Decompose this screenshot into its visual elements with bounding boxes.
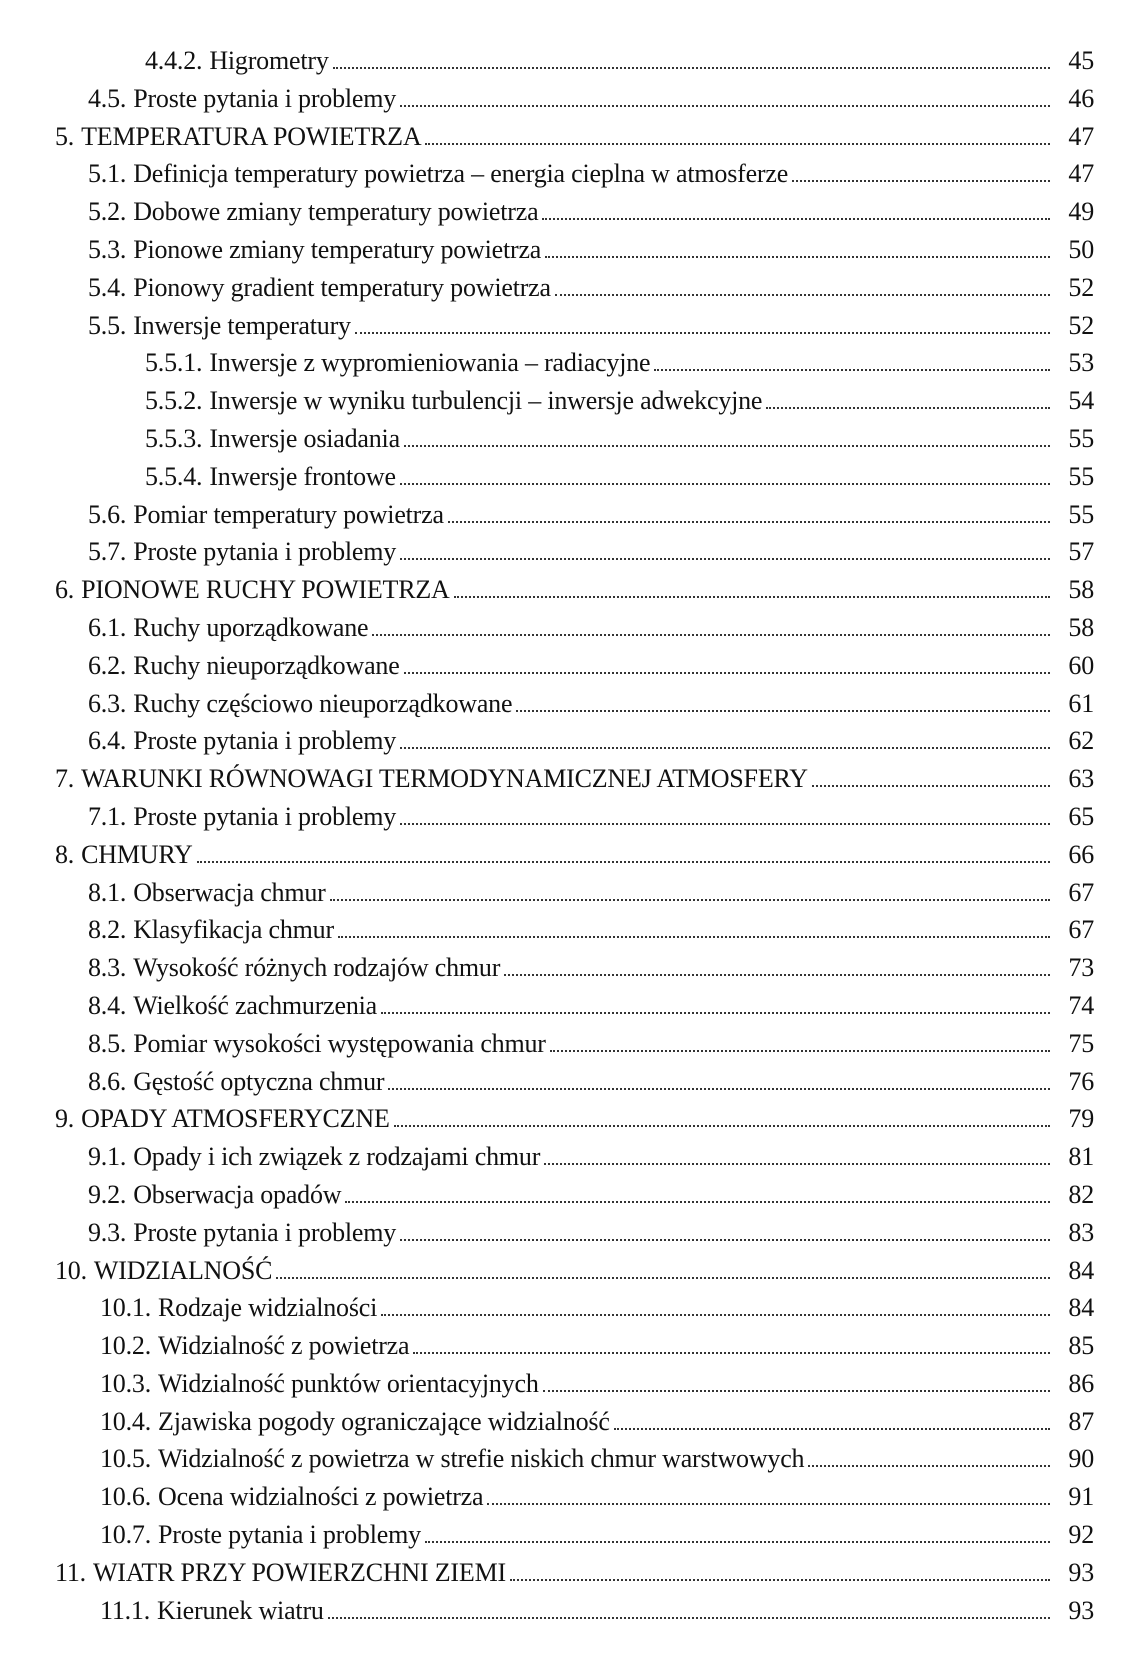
toc-entry-page-number: 73 (1068, 953, 1094, 983)
toc-entry-title: Inwersje frontowe (209, 461, 396, 491)
dot-leader (404, 672, 1050, 674)
toc-entry-number: 5.5. (88, 310, 127, 340)
toc-entry-title: Proste pytania i problemy (133, 537, 397, 567)
dot-leader (812, 785, 1050, 787)
toc-entry (0, 458, 1134, 496)
toc-entry-title: Klasyfikacja chmur (133, 915, 334, 945)
toc-entry-page-number: 55 (1068, 499, 1094, 529)
toc-entry (0, 722, 1134, 760)
toc-entry (0, 382, 1134, 420)
toc-entry-number: 6.2. (88, 650, 127, 680)
toc-entry-page-number: 46 (1068, 83, 1094, 113)
toc-entry-title: Wielkość zachmurzenia (133, 990, 377, 1020)
toc-entry-title: Rodzaje widzialności (158, 1293, 378, 1323)
toc-entry-title: CHMURY (81, 839, 193, 869)
toc-entry (0, 533, 1134, 571)
toc-entry-number: 8.2. (88, 915, 127, 945)
toc-entry-page-number: 90 (1068, 1444, 1094, 1474)
toc-entry-title: Zjawiska pogody ograniczające widzialność (158, 1406, 610, 1436)
toc-entry-title: Pionowy gradient temperatury powietrza (133, 272, 551, 302)
toc-entry-page-number: 67 (1068, 877, 1094, 907)
toc-entry (0, 118, 1134, 156)
toc-entry-title: Ocena widzialności z powietrza (158, 1482, 484, 1512)
toc-entry (0, 1063, 1134, 1101)
toc-entry-number: 8.1. (88, 877, 127, 907)
toc-entry-page-number: 67 (1068, 915, 1094, 945)
dot-leader (400, 105, 1050, 107)
dot-leader (542, 218, 1050, 220)
dot-leader (372, 634, 1050, 636)
toc-entry-title: Proste pytania i problemy (133, 801, 397, 831)
toc-entry-title: Definicja temperatury powietrza – energia cieplna w atmosferze (133, 159, 789, 189)
toc-entry-page-number: 62 (1068, 726, 1094, 756)
toc-entry-title: Widzialność z powietrza w strefie niskich chmur warstwowych (158, 1444, 805, 1474)
toc-entry-page-number: 79 (1068, 1104, 1094, 1134)
toc-entry-number: 5.3. (88, 234, 127, 264)
toc-entry-page-number: 93 (1068, 1595, 1094, 1625)
dot-leader (544, 1163, 1050, 1165)
toc-entry (0, 1440, 1134, 1478)
toc-entry (0, 193, 1134, 231)
dot-leader (543, 1390, 1050, 1392)
toc-entry-title: Ruchy nieuporządkowane (133, 650, 400, 680)
toc-entry-page-number: 63 (1068, 764, 1094, 794)
dot-leader (400, 747, 1050, 749)
toc-entry-page-number: 66 (1068, 839, 1094, 869)
toc-entry-number: 5.5.3. (145, 423, 203, 453)
toc-entry (0, 1138, 1134, 1176)
toc-entry (0, 1176, 1134, 1214)
dot-leader (345, 1201, 1050, 1203)
toc-entry (0, 1214, 1134, 1252)
toc-entry-title: Higrometry (209, 46, 329, 75)
dot-leader (197, 861, 1050, 863)
dot-leader (276, 1277, 1050, 1279)
toc-entry-page-number: 55 (1068, 461, 1094, 491)
toc-entry-number: 5.5.4. (145, 461, 203, 491)
toc-entry (0, 609, 1134, 647)
toc-entry-page-number: 91 (1068, 1482, 1094, 1512)
dot-leader (614, 1428, 1050, 1430)
toc-entry-title: Pionowe zmiany temperatury powietrza (133, 234, 542, 264)
toc-entry-number: 5.1. (88, 159, 127, 189)
toc-entry-page-number: 58 (1068, 575, 1094, 605)
toc-entry-number: 6.3. (88, 688, 127, 718)
dot-leader (404, 445, 1050, 447)
toc-entry-number: 5.7. (88, 537, 127, 567)
toc-entry-page-number: 60 (1068, 650, 1094, 680)
toc-entry (0, 836, 1134, 874)
toc-entry-title: WIDZIALNOŚĆ (93, 1255, 273, 1285)
dot-leader (338, 936, 1050, 938)
toc-entry-page-number: 84 (1068, 1255, 1094, 1285)
toc-entry (0, 1592, 1134, 1630)
toc-entry-number: 8.3. (88, 953, 127, 983)
toc-entry-number: 10.4. (100, 1406, 152, 1436)
toc-entry-title: Proste pytania i problemy (158, 1520, 421, 1550)
toc-entry-number: 5.5.2. (145, 386, 203, 416)
toc-entry-number: 8.4. (88, 990, 127, 1020)
toc-entry-number: 10.5. (100, 1444, 152, 1474)
toc-entry-page-number: 92 (1068, 1520, 1094, 1550)
toc-entry-number: 9.3. (88, 1217, 127, 1247)
toc-entry-number: 5.5.1. (145, 348, 203, 378)
toc-entry-page-number: 81 (1068, 1142, 1094, 1172)
table-of-contents (0, 42, 1134, 1629)
toc-entry-page-number: 53 (1068, 348, 1094, 378)
dot-leader (550, 1050, 1050, 1052)
toc-entry-title: WIATR PRZY POWIERZCHNI ZIEMI (92, 1557, 506, 1587)
toc-entry-title: Widzialność z powietrza (158, 1331, 410, 1361)
toc-entry-number: 8.5. (88, 1028, 127, 1058)
toc-entry-title: Inwersje z wypromieniowania – radiacyjne (209, 348, 651, 378)
toc-entry-title: Gęstość optyczna chmur (133, 1066, 385, 1096)
toc-entry (0, 1403, 1134, 1441)
toc-entry-page-number: 47 (1068, 121, 1094, 151)
dot-leader (516, 710, 1050, 712)
toc-entry-page-number: 50 (1068, 234, 1094, 264)
toc-entry (0, 1516, 1134, 1554)
toc-entry-page-number: 86 (1068, 1368, 1094, 1398)
toc-entry-page-number: 74 (1068, 990, 1094, 1020)
toc-entry-number: 10.6. (100, 1482, 152, 1512)
toc-entry-number: 10.7. (100, 1520, 152, 1550)
toc-entry-title: Kierunek wiatru (157, 1595, 324, 1625)
toc-entry-number: 5. (55, 121, 75, 151)
toc-entry (0, 80, 1134, 118)
toc-entry (0, 231, 1134, 269)
toc-entry-number: 7. (55, 764, 75, 794)
toc-entry (0, 155, 1134, 193)
toc-entry-title: Inwersje w wyniku turbulencji – inwersje adwekcyjne (209, 386, 763, 416)
dot-leader (792, 180, 1050, 182)
dot-leader (400, 483, 1050, 485)
toc-entry-number: 8.6. (88, 1066, 127, 1096)
toc-entry (0, 1100, 1134, 1138)
dot-leader (504, 974, 1050, 976)
toc-entry-page-number: 49 (1068, 197, 1094, 227)
toc-entry-page-number: 61 (1068, 688, 1094, 718)
toc-entry (0, 42, 1134, 80)
toc-entry-page-number: 58 (1068, 612, 1094, 642)
toc-entry (0, 1365, 1134, 1403)
toc-entry-title: Ruchy uporządkowane (133, 612, 369, 642)
toc-entry (0, 344, 1134, 382)
toc-entry-title: Pomiar wysokości występowania chmur (133, 1028, 546, 1058)
toc-entry-page-number: 54 (1068, 386, 1094, 416)
toc-entry (0, 420, 1134, 458)
dot-leader (381, 1314, 1050, 1316)
toc-entry-page-number: 83 (1068, 1217, 1094, 1247)
toc-entry-title: OPADY ATMOSFERYCZNE (81, 1104, 390, 1134)
dot-leader (400, 1239, 1050, 1241)
toc-entry-number: 5.4. (88, 272, 127, 302)
toc-entry-title: Obserwacja chmur (133, 877, 326, 907)
toc-entry (0, 685, 1134, 723)
toc-entry-number: 6.4. (88, 726, 127, 756)
toc-entry-page-number: 52 (1068, 272, 1094, 302)
toc-entry-title: Proste pytania i problemy (133, 1217, 397, 1247)
dot-leader (545, 256, 1050, 258)
toc-entry-number: 10.2. (100, 1331, 152, 1361)
toc-entry-page-number: 57 (1068, 537, 1094, 567)
toc-entry-title: Inwersje temperatury (133, 310, 351, 340)
toc-entry-page-number: 45 (1068, 46, 1094, 75)
toc-entry (0, 571, 1134, 609)
dot-leader (388, 1088, 1050, 1090)
toc-entry-title: Pomiar temperatury powietrza (133, 499, 444, 529)
toc-entry-number: 9.1. (88, 1142, 127, 1172)
dot-leader (425, 1541, 1050, 1543)
toc-entry-title: Proste pytania i problemy (133, 83, 397, 113)
dot-leader (400, 558, 1050, 560)
dot-leader (766, 407, 1050, 409)
toc-entry-page-number: 55 (1068, 423, 1094, 453)
toc-entry-number: 6. (55, 575, 75, 605)
toc-entry (0, 269, 1134, 307)
toc-entry (0, 874, 1134, 912)
toc-entry-page-number: 47 (1068, 159, 1094, 189)
toc-entry-title: TEMPERATURA POWIETRZA (81, 121, 422, 151)
toc-entry-page-number: 87 (1068, 1406, 1094, 1436)
toc-entry-title: Ruchy częściowo nieuporządkowane (133, 688, 513, 718)
toc-entry-page-number: 75 (1068, 1028, 1094, 1058)
dot-leader (330, 899, 1050, 901)
toc-entry-title: Wysokość różnych rodzajów chmur (133, 953, 501, 983)
toc-entry (0, 911, 1134, 949)
dot-leader (355, 332, 1050, 334)
toc-entry-number: 8. (55, 839, 75, 869)
toc-entry-page-number: 76 (1068, 1066, 1094, 1096)
toc-entry-number: 5.2. (88, 197, 127, 227)
toc-entry-number: 11. (55, 1557, 86, 1587)
toc-entry-number: 7.1. (88, 801, 127, 831)
toc-entry-number: 10.3. (100, 1368, 152, 1398)
toc-entry-title: Proste pytania i problemy (133, 726, 397, 756)
dot-leader (487, 1503, 1050, 1505)
dot-leader (448, 521, 1050, 523)
toc-entry (0, 760, 1134, 798)
toc-entry-title: Dobowe zmiany temperatury powietrza (133, 197, 539, 227)
toc-entry-title: PIONOWE RUCHY POWIETRZA (81, 575, 450, 605)
toc-entry (0, 1025, 1134, 1063)
toc-entry-page-number: 82 (1068, 1179, 1094, 1209)
dot-leader (400, 823, 1050, 825)
toc-entry-title: WARUNKI RÓWNOWAGI TERMODYNAMICZNEJ ATMOSFERY (81, 764, 808, 794)
dot-leader (808, 1465, 1050, 1467)
toc-entry-number: 5.6. (88, 499, 127, 529)
toc-entry-title: Obserwacja opadów (133, 1179, 342, 1209)
toc-entry (0, 1252, 1134, 1290)
toc-entry (0, 496, 1134, 534)
toc-entry (0, 1478, 1134, 1516)
toc-entry (0, 1289, 1134, 1327)
toc-entry-number: 10. (55, 1255, 87, 1285)
toc-entry (0, 1327, 1134, 1365)
toc-entry-number: 9. (55, 1104, 75, 1134)
toc-entry (0, 987, 1134, 1025)
dot-leader (425, 143, 1050, 145)
dot-leader (333, 67, 1050, 69)
toc-entry-number: 9.2. (88, 1179, 127, 1209)
dot-leader (381, 1012, 1050, 1014)
toc-entry-number: 10.1. (100, 1293, 152, 1323)
dot-leader (413, 1352, 1050, 1354)
toc-entry-title: Inwersje osiadania (209, 423, 400, 453)
dot-leader (454, 596, 1050, 598)
dot-leader (555, 294, 1050, 296)
toc-entry-page-number: 65 (1068, 801, 1094, 831)
toc-entry-page-number: 93 (1068, 1557, 1094, 1587)
toc-entry-page-number: 85 (1068, 1331, 1094, 1361)
toc-entry (0, 647, 1134, 685)
toc-entry (0, 949, 1134, 987)
dot-leader (328, 1617, 1050, 1619)
toc-entry-title: Opady i ich związek z rodzajami chmur (133, 1142, 541, 1172)
dot-leader (654, 369, 1050, 371)
toc-entry (0, 307, 1134, 345)
toc-entry-number: 11.1. (100, 1595, 151, 1625)
toc-entry-page-number: 52 (1068, 310, 1094, 340)
toc-entry-title: Widzialność punktów orientacyjnych (158, 1368, 539, 1398)
toc-entry-number: 6.1. (88, 612, 127, 642)
dot-leader (510, 1579, 1050, 1581)
dot-leader (394, 1125, 1050, 1127)
toc-entry (0, 798, 1134, 836)
toc-entry-number: 4.5. (88, 83, 127, 113)
toc-entry (0, 1554, 1134, 1592)
toc-entry-page-number: 84 (1068, 1293, 1094, 1323)
toc-entry-number: 4.4.2. (145, 46, 203, 75)
